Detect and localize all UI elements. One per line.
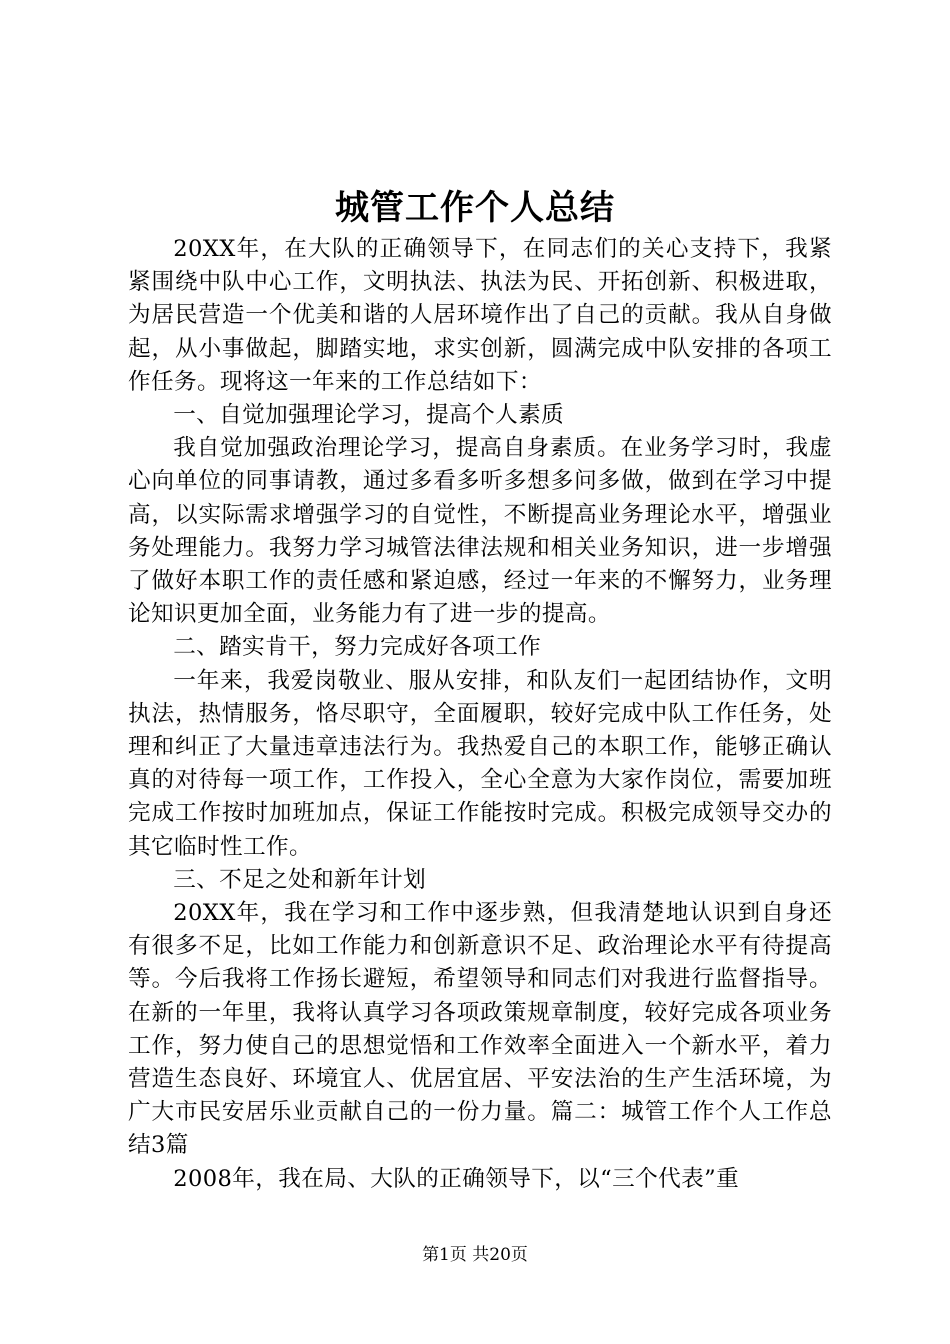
section-paragraph-3: 20XX年，我在学习和工作中逐步熟，但我清楚地认识到自身还有很多不足，比如工作能力和创新意识不足、政治理论水平有待提高等。今后我将工作扬长避短，希望领导和同志们对我进行监督指导。在新的一年里，我将认真学习各项政策规章制度，较好完成各项业务工作，努力使自己的思想觉悟和工作效率全面进入一个新水平，着力营造生态良好、环境宜人、优居宜居、平安法治的生产生活环境，为广大市民安居乐业贡献自己的一份力量。篇二：城管工作个人工作总结3篇 bbox=[128, 900, 832, 1159]
section-heading-3: 三、不足之处和新年计划 bbox=[173, 866, 427, 893]
section-heading-1: 一、自觉加强理论学习，提高个人素质 bbox=[173, 402, 565, 429]
continuation-paragraph: 2008年，我在局、大队的正确领导下，以“三个代表”重 bbox=[173, 1165, 740, 1192]
section-paragraph-2: 一年来，我爱岗敬业、服从安排，和队友们一起团结协作，文明执法，热情服务，恪尽职守，全面履职，较好完成中队工作任务，处理和纠正了大量违章违法行为。我热爱自己的本职工作，能够正确认真的对待每一项工作，工作投入，全心全意为大家作岗位，需要加班完成工作按时加班加点，保证工作能按时完成。积极完成领导交办的其它临时性工作。 bbox=[128, 667, 832, 860]
page-number-footer: 第1页 共20页 bbox=[422, 1245, 528, 1265]
document-body bbox=[128, 233, 832, 1196]
section-heading-2: 二、踏实肯干，努力完成好各项工作 bbox=[173, 634, 542, 661]
intro-paragraph: 20XX年，在大队的正确领导下，在同志们的关心支持下，我紧紧围绕中队中心工作，文明执法、执法为民、开拓创新、积极进取，为居民营造一个优美和谐的人居环境作出了自己的贡献。我从自身做起，从小事做起，脚踏实地，求实创新，圆满完成中队安排的各项工作任务。现将这一年来的工作总结如下： bbox=[128, 236, 832, 395]
document-title: 城管工作个人总结 bbox=[335, 188, 615, 228]
section-paragraph-1: 我自觉加强政治理论学习，提高自身素质。在业务学习时，我虚心向单位的同事请教，通过多看多听多想多问多做，做到在学习中提高，以实际需求增强学习的自觉性，不断提高业务理论水平，增强业务处理能力。我努力学习城管法律法规和相关业务知识，进一步增强了做好本职工作的责任感和紧迫感，经过一年来的不懈努力，业务理论知识更加全面，业务能力有了进一步的提高。 bbox=[128, 435, 832, 628]
